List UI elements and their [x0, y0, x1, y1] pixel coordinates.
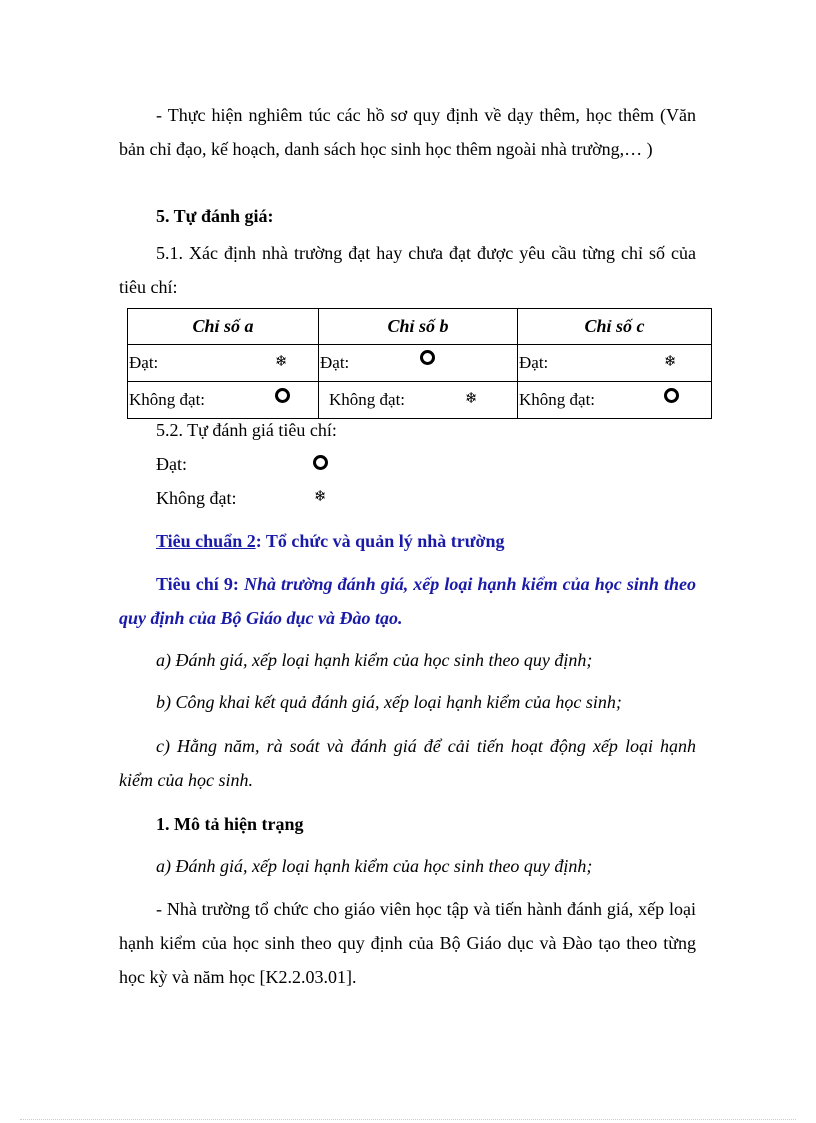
criterion-heading — [119, 567, 696, 635]
intro-paragraph: - Thực hiện nghiêm túc các hồ sơ quy định về dạy thêm, học thêm (Văn bản chỉ đạo, kế hoạch, danh sách học sinh học thêm ngoài nhà trường,… ) — [119, 105, 696, 159]
fail-label: Không đạt: — [519, 390, 596, 409]
standard-prefix: Tiêu chuẩn 2 — [156, 531, 256, 551]
criterion-item-a: a) Đánh giá, xếp loại hạnh kiểm của học sinh theo quy định; — [156, 650, 593, 670]
criterion-item-b: b) Công khai kết quả đánh giá, xếp loại hạnh kiểm của học sinh; — [156, 692, 622, 712]
criterion-pass-label: Đạt: — [156, 454, 187, 474]
circle-icon — [420, 350, 435, 365]
table-row-fail — [128, 382, 712, 419]
header-index-c: Chỉ số c — [518, 309, 712, 345]
cell-a-pass — [128, 345, 319, 382]
fail-label: Không đạt: — [129, 390, 206, 409]
current-state-body: - Nhà trường tổ chức cho giáo viên học tập và tiến hành đánh giá, xếp loại hạnh kiểm của học sinh theo quy định của Bộ Giáo dục và Đào tạo theo từng học kỳ và năm học [K2.2.03.01]. — [119, 899, 696, 987]
criterion-title: Nhà trường đánh giá, xếp loại hạnh kiểm của học sinh theo quy định của Bộ Giáo dục và Đào tạo. — [119, 574, 696, 628]
snowflake-icon: ❄ — [314, 487, 327, 505]
cell-b-fail — [319, 382, 518, 419]
cell-a-fail — [128, 382, 319, 419]
pass-label: Đạt: — [320, 353, 350, 372]
snowflake-icon: ❄ — [275, 352, 288, 370]
pass-label: Đạt: — [129, 353, 159, 372]
header-index-b: Chỉ số b — [319, 309, 518, 345]
snowflake-icon: ❄ — [664, 352, 677, 370]
page-bottom-divider — [20, 1119, 796, 1120]
criterion-label: Tiêu chí 9: — [156, 574, 244, 594]
circle-icon — [313, 455, 328, 470]
current-state-item-a: a) Đánh giá, xếp loại hạnh kiểm của học sinh theo quy định; — [156, 856, 593, 876]
current-state-heading: 1. Mô tả hiện trạng — [156, 814, 304, 834]
pass-label: Đạt: — [519, 353, 549, 372]
cell-b-pass — [319, 345, 518, 382]
standard-title: Tổ chức và quản lý nhà trường — [261, 531, 505, 551]
criteria-table — [127, 308, 712, 419]
paragraph-5-1: 5.1. Xác định nhà trường đạt hay chưa đạt được yêu cầu từng chỉ số của tiêu chí: — [119, 243, 696, 297]
cell-c-pass — [518, 345, 712, 382]
snowflake-icon: ❄ — [465, 389, 478, 407]
cell-c-fail — [518, 382, 712, 419]
circle-icon — [664, 388, 679, 403]
criterion-item-c: c) Hằng năm, rà soát và đánh giá để cải tiến hoạt động xếp loại hạnh kiểm của học sinh. — [119, 736, 696, 790]
paragraph-5-2: 5.2. Tự đánh giá tiêu chí: — [156, 420, 337, 440]
standard-separator: : — [255, 531, 262, 551]
circle-icon — [275, 388, 290, 403]
fail-label: Không đạt: — [329, 390, 406, 409]
table-header-row — [128, 309, 712, 345]
standard-heading — [156, 531, 505, 552]
header-index-a: Chỉ số a — [128, 309, 319, 345]
criterion-fail-label: Không đạt: — [156, 488, 237, 508]
table-row-pass — [128, 345, 712, 382]
self-eval-heading: 5. Tự đánh giá: — [156, 206, 274, 226]
